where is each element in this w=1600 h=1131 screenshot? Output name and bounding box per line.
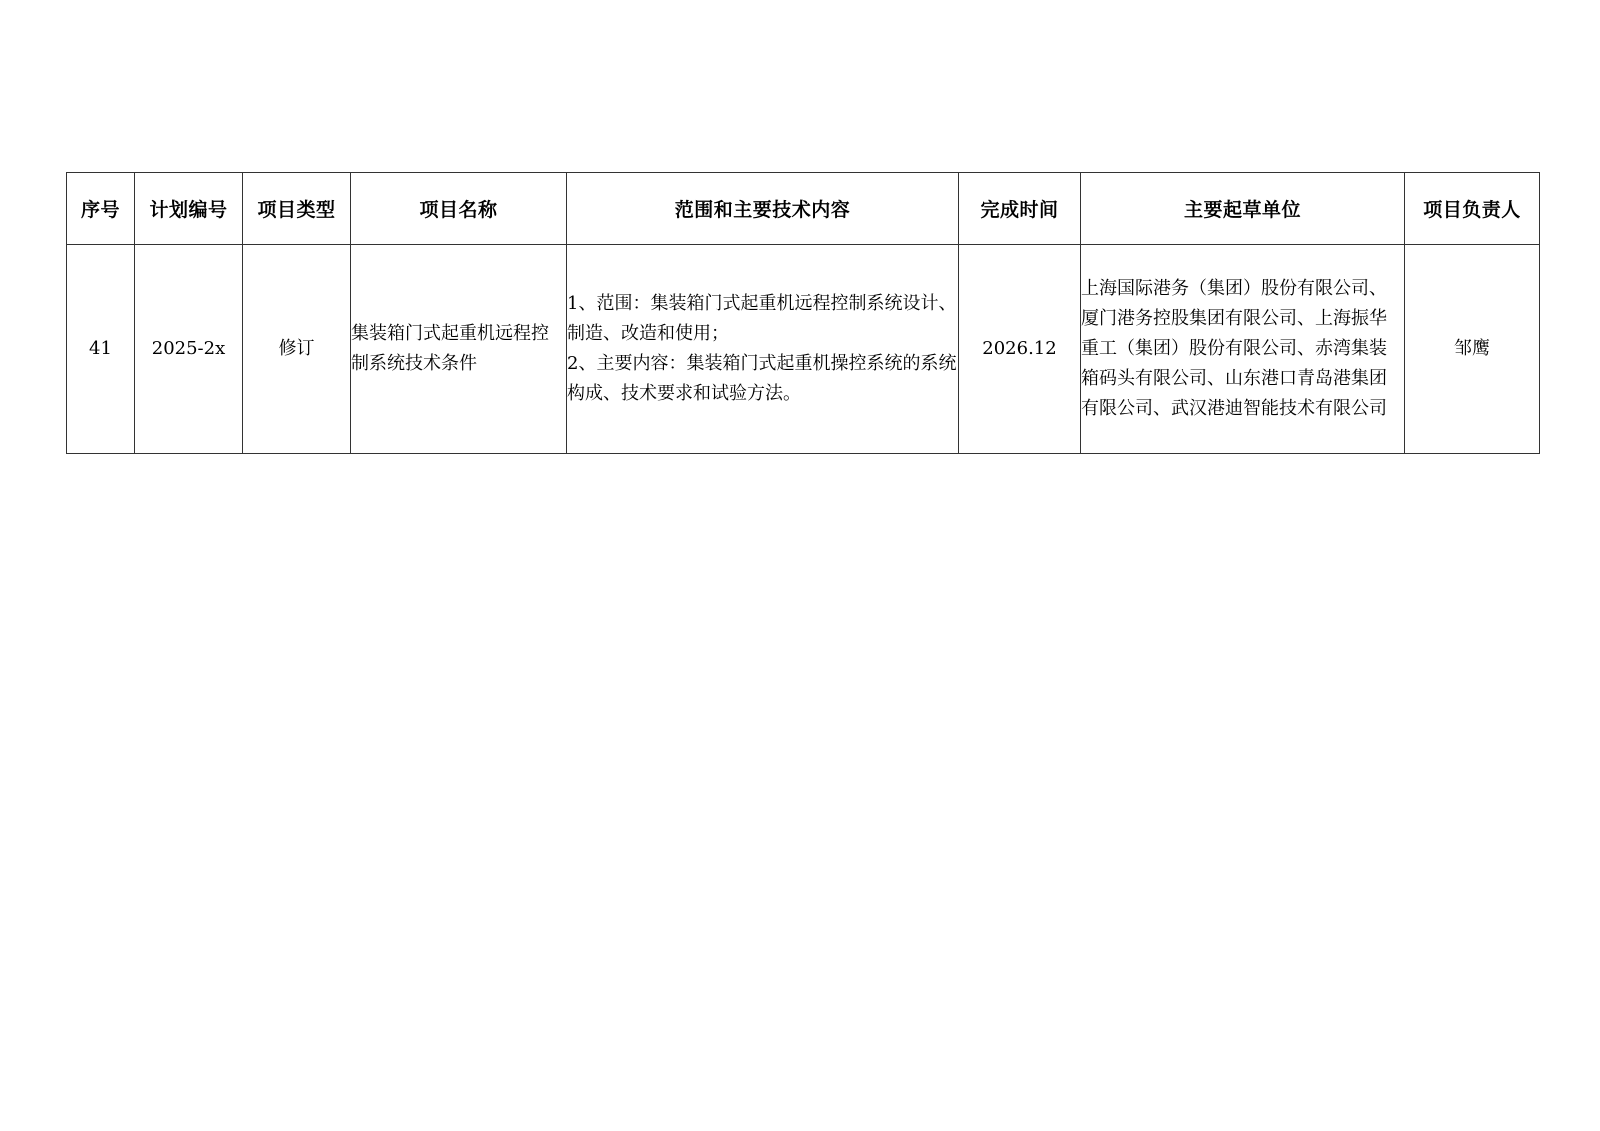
header-project-name: 项目名称 [351, 173, 567, 245]
scope-line-1: 1、范围：集装箱门式起重机远程控制系统设计、制造、改造和使用； [567, 293, 957, 344]
header-drafting-units: 主要起草单位 [1081, 173, 1405, 245]
cell-project-type: 修订 [243, 245, 351, 454]
header-plan-no: 计划编号 [135, 173, 243, 245]
cell-plan-no: 2025-2x [135, 245, 243, 454]
cell-seq: 41 [67, 245, 135, 454]
table-row [67, 245, 1540, 454]
header-scope: 范围和主要技术内容 [567, 173, 959, 245]
cell-leader: 邹鹰 [1405, 245, 1540, 454]
header-project-type: 项目类型 [243, 173, 351, 245]
cell-completion: 2026.12 [959, 245, 1081, 454]
cell-scope [567, 245, 959, 454]
header-seq: 序号 [67, 173, 135, 245]
header-completion: 完成时间 [959, 173, 1081, 245]
cell-drafting-units [1081, 245, 1405, 454]
project-name-text: 集装箱门式起重机远程控制系统技术条件 [351, 323, 549, 374]
table-header-row [67, 173, 1540, 245]
header-leader: 项目负责人 [1405, 173, 1540, 245]
standards-plan-table [66, 172, 1540, 454]
drafting-units-text: 上海国际港务（集团）股份有限公司、厦门港务控股集团有限公司、上海振华重工（集团）股份有限公司、赤湾集装箱码头有限公司、山东港口青岛港集团有限公司、武汉港迪智能技术有限公司 [1081, 278, 1387, 419]
scope-line-2: 2、主要内容：集装箱门式起重机操控系统的系统构成、技术要求和试验方法。 [567, 353, 957, 404]
cell-project-name [351, 245, 567, 454]
